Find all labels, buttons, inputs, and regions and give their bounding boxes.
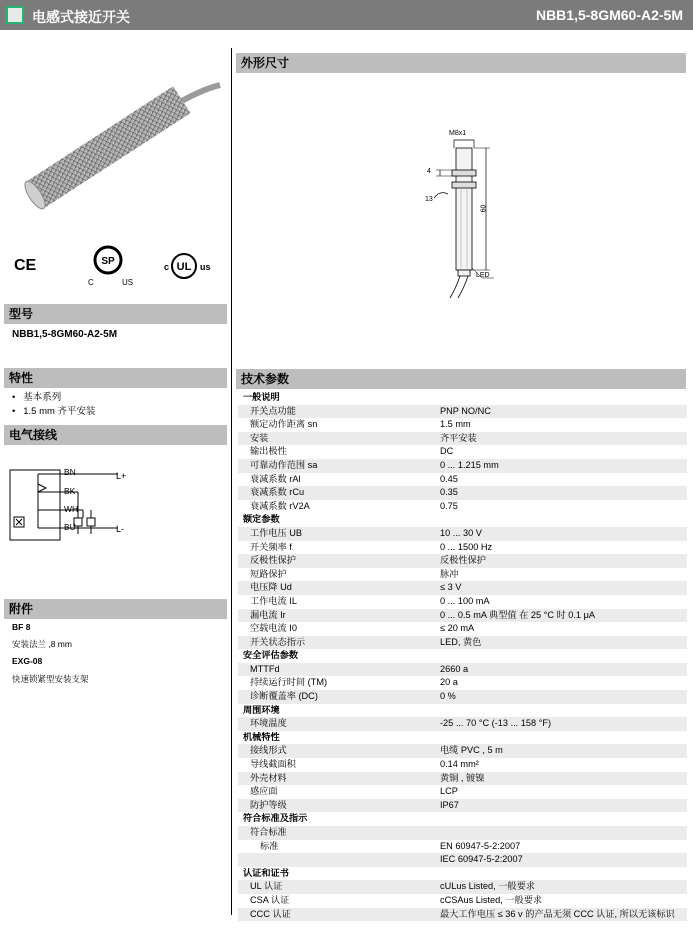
spec-label: 持续运行时间 (TM) [238,676,440,690]
spec-label: 衰减系数 rCu [238,486,440,500]
spec-value: 电缆 PVC , 5 m [440,744,687,758]
spec-row [238,595,687,609]
spec-label: MTTFd [238,663,440,677]
wire-bk: BK [64,486,76,496]
spec-value: 0.75 [440,500,687,514]
spec-label: 接线形式 [238,744,440,758]
spec-category [238,391,687,405]
spec-row [238,785,687,799]
spec-label: CSA 认证 [238,894,440,908]
divider-bottom [231,345,232,915]
spec-label: UL 认证 [238,880,440,894]
spec-value: LCP [440,785,687,799]
spec-row [238,473,687,487]
spec-label: 衰减系数 rAl [238,473,440,487]
spec-value [440,867,687,881]
spec-value: -25 ... 70 °C (-13 ... 158 °F) [440,717,687,731]
header-model: NBB1,5-8GM60-A2-5M [535,7,683,23]
accessory-name: EXG-08 [12,656,43,666]
spec-value [440,513,687,527]
spec-value: 0.35 [440,486,687,500]
feature-item: • 基本系列 [12,392,62,403]
spec-label: 短路保护 [238,568,440,582]
spec-row [238,908,687,922]
ul-right: us [200,262,211,272]
spec-row [238,486,687,500]
spec-label: 额定参数 [243,514,280,525]
svg-text:UL: UL [176,261,192,273]
spec-label: CCC 认证 [238,908,440,922]
spec-value: ≤ 20 mA [440,622,687,636]
wire-bu: BU [64,522,76,532]
ul-logo-icon [170,251,200,281]
spec-label: 符合标准 [238,826,440,840]
spec-row [238,880,687,894]
spec-label: 周围环境 [243,704,280,715]
spec-value: LED, 黄色 [440,636,687,650]
spec-row [238,418,687,432]
spec-label: 开关点功能 [238,405,440,419]
spec-label: 符合标准及指示 [243,813,308,824]
feature-item: • 1.5 mm 齐平安装 [12,406,96,417]
spec-label: 衰减系数 rV2A [238,500,440,514]
spec-row [238,717,687,731]
product-photo [10,75,225,225]
csa-left: C [88,278,94,287]
spec-row [238,432,687,446]
spec-value: 齐平安装 [440,432,687,446]
spec-row [238,568,687,582]
spec-row [238,622,687,636]
spec-row [238,554,687,568]
spec-value [440,812,687,826]
spec-label: 标准 [238,840,440,854]
spec-label: 反极性保护 [238,554,440,568]
spec-row [238,581,687,595]
spec-category [238,812,687,826]
section-features: 特性 [4,368,227,388]
spec-value: 反极性保护 [440,554,687,568]
spec-value: PNP NO/NC [440,405,687,419]
spec-value: 0.14 mm² [440,758,687,772]
spec-row [238,799,687,813]
accessory-desc: 安装法兰 ,8 mm [12,639,72,649]
spec-row [238,445,687,459]
spec-label: 一般说明 [243,392,280,402]
spec-value [440,704,687,718]
section-model: 型号 [4,304,227,324]
spec-value: 0 ... 100 mA [440,595,687,609]
spec-value [440,731,687,745]
spec-label: 环境温度 [238,717,440,731]
spec-value: 10 ... 30 V [440,527,687,541]
dim-led: LED [476,272,490,279]
divider-top [231,48,232,348]
wire-wh: WH [64,504,79,514]
spec-category [238,867,687,881]
spec-value: 2660 a [440,663,687,677]
spec-value: cCSAus Listed, 一般要求 [440,894,687,908]
spec-row [238,500,687,514]
spec-row [238,459,687,473]
spec-value: 0.45 [440,473,687,487]
spec-row [238,826,687,840]
spec-label: 开关频率 f [238,541,440,555]
spec-value [440,391,687,405]
spec-row [238,609,687,623]
ce-logo: CE [14,257,37,274]
spec-category [238,649,687,663]
spec-row [238,690,687,704]
spec-value [440,649,687,663]
dim-13: 13 [425,196,433,203]
spec-value: 0 ... 0.5 mA 典型值 在 25 °C 时 0.1 μA [440,609,687,623]
spec-label: 外壳材料 [238,772,440,786]
spec-label: 认证和证书 [243,867,289,878]
spec-value: 0 % [440,690,687,704]
spec-row [238,744,687,758]
spec-label: 输出极性 [238,445,440,459]
spec-row [238,758,687,772]
spec-value: 最大工作电压 ≤ 36 v 的产品无须 CCC 认证, 所以无该标识 [440,908,687,922]
spec-row [238,676,687,690]
spec-value: cULus Listed, 一般要求 [440,880,687,894]
model-name: NBB1,5-8GM60-A2-5M [12,329,118,340]
spec-value: 20 a [440,676,687,690]
spec-table [238,391,687,921]
spec-label: 空载电流 I0 [238,622,440,636]
spec-value: 0 ... 1500 Hz [440,541,687,555]
dim-thread: M8x1 [449,130,467,137]
spec-label: 感应面 [238,785,440,799]
spec-category [238,513,687,527]
spec-value: 1.5 mm [440,418,687,432]
spec-value: 脉冲 [440,568,687,582]
spec-category [238,731,687,745]
spec-label: 开关状态指示 [238,636,440,650]
spec-label: 可靠动作范围 sa [238,459,440,473]
wire-bn: BN [64,467,76,477]
wire-minus: L- [116,524,125,534]
spec-label: 工作电压 UB [238,527,440,541]
header-bar [0,0,693,30]
ul-left: c [164,262,170,272]
accessory-desc: 快速锁紧型安装支架 [12,674,89,684]
spec-label: 安装 [238,432,440,446]
dim-60: 60 [480,204,488,213]
spec-value: DC [440,445,687,459]
spec-value [440,826,687,840]
section-dimensions: 外形尺寸 [236,53,686,73]
spec-label: 漏电流 Ir [238,609,440,623]
spec-row [238,853,687,867]
spec-row [238,840,687,854]
page-title: 电感式接近开关 [32,9,130,25]
spec-row [238,541,687,555]
spec-row [238,894,687,908]
spec-label: 防护等级 [238,799,440,813]
spec-label [238,853,440,867]
svg-text:SP: SP [101,256,115,267]
spec-label: 电压降 Ud [238,581,440,595]
spec-row [238,636,687,650]
dim-4: 4 [427,168,431,175]
spec-row [238,405,687,419]
spec-value: IEC 60947-5-2:2007 [440,853,687,867]
csa-right: US [122,278,134,287]
spec-row [238,663,687,677]
wire-plus: L+ [116,471,127,481]
spec-label: 导线截面积 [238,758,440,772]
spec-row [238,772,687,786]
spec-value: ≤ 3 V [440,581,687,595]
spec-label: 诊断覆盖率 (DC) [238,690,440,704]
section-accessories: 附件 [4,599,227,619]
spec-label: 安全评估参数 [243,650,299,661]
spec-value: 黄铜 , 镀镍 [440,772,687,786]
spec-label: 额定动作距离 sn [238,418,440,432]
section-specs: 技术参数 [236,369,686,389]
spec-value: IP67 [440,799,687,813]
spec-label: 机械特性 [243,731,280,742]
spec-value: 0 ... 1.215 mm [440,459,687,473]
accessory-name: BF 8 [12,622,31,632]
spec-value: EN 60947-5-2:2007 [440,840,687,854]
csa-logo-icon [90,245,130,277]
brand-logo-icon [6,6,24,24]
spec-category [238,704,687,718]
spec-row [238,527,687,541]
section-wiring: 电气接线 [4,425,227,445]
spec-label: 工作电流 IL [238,595,440,609]
